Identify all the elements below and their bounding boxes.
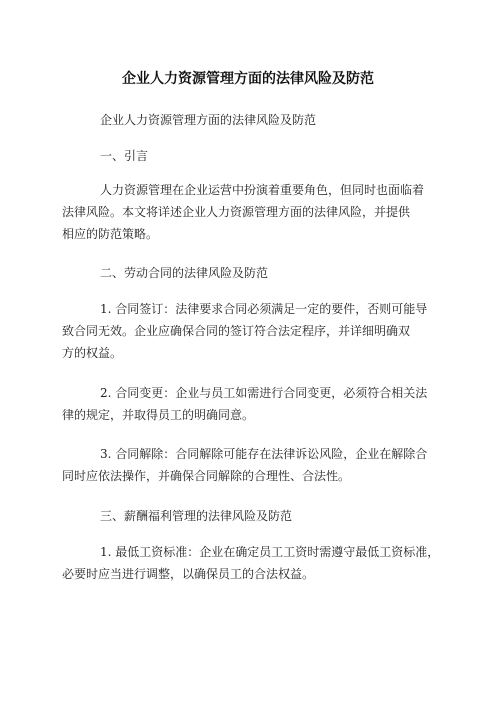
- labor-item-2-line-1: 2. 合同变更：企业与员工如需进行合同变更，必须符合相关法: [100, 386, 428, 400]
- labor-item-1-line-3: 方的权益。: [62, 346, 123, 360]
- intro-paragraph: [62, 179, 447, 245]
- document-subtitle: 企业人力资源管理方面的法律风险及防范: [100, 113, 317, 127]
- labor-item-3-line-2: 同时应依法操作，并确保合同解除的合理性、合法性。: [62, 469, 351, 483]
- intro-heading: 一、引言: [100, 149, 149, 163]
- pay-heading: 三、薪酬福利管理的法律风险及防范: [100, 509, 293, 523]
- intro-line-2: 法律风险。本文将详述企业人力资源管理方面的法律风险，并提供: [62, 205, 411, 219]
- intro-line-3: 相应的防范策略。: [62, 227, 159, 241]
- labor-item-2-line-2: 律的规定，并取得员工的明确同意。: [62, 408, 255, 422]
- intro-line-1: 人力资源管理在企业运营中扮演着重要角色，但同时也面临着: [100, 183, 425, 197]
- labor-item-3: [62, 443, 447, 487]
- pay-item-1: [62, 541, 447, 585]
- labor-item-1: [62, 298, 447, 364]
- labor-item-1-line-2: 致合同无效。企业应确保合同的签订符合法定程序，并详细明确双: [62, 324, 411, 338]
- pay-item-1-line-1: 1. 最低工资标准：企业在确定员工工资时需遵守最低工资标准，: [100, 545, 440, 559]
- labor-item-1-line-1: 1. 合同签订：法律要求合同必须满足一定的要件，否则可能导: [100, 302, 428, 316]
- labor-item-3-line-1: 3. 合同解除：合同解除可能存在法律诉讼风险，企业在解除合: [100, 447, 428, 461]
- pay-item-1-line-2: 必要时应当进行调整，以确保员工的合法权益。: [62, 567, 315, 581]
- labor-heading: 二、劳动合同的法律风险及防范: [100, 266, 269, 280]
- labor-item-2: [62, 382, 447, 426]
- document-title: 企业人力资源管理方面的法律风险及防范: [122, 71, 374, 87]
